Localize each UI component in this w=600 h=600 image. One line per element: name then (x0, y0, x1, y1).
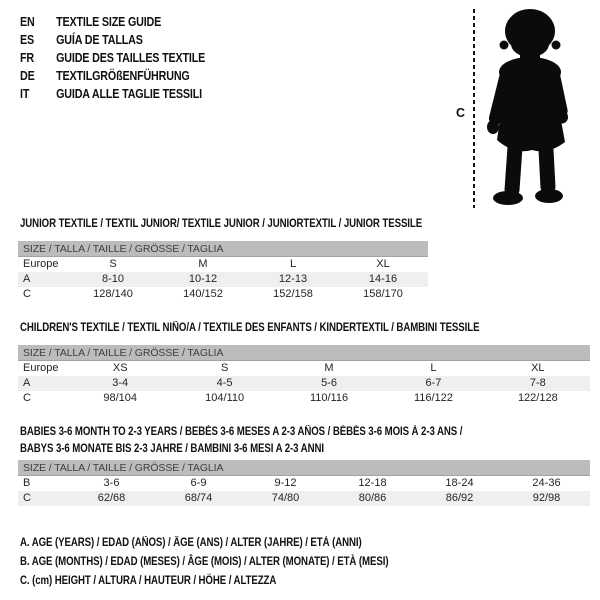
value-cell: 116/122 (413, 392, 453, 404)
size-cell: XS (112, 362, 128, 374)
language-code: ES (20, 33, 35, 47)
value-cell: 62/68 (97, 492, 126, 504)
value-cell: 7-8 (529, 377, 546, 389)
size-header-bar: SIZE / TALLA / TAILLE / GRÖSSE / TAGLIA (18, 241, 428, 257)
value-cell: 9-12 (274, 477, 297, 489)
language-title-list (20, 13, 205, 103)
value-cell: 86/92 (445, 492, 474, 504)
language-code: IT (20, 87, 30, 101)
value-cell: 110/116 (309, 392, 349, 404)
size-header-bar: SIZE / TALLA / TAILLE / GRÖSSE / TAGLIA (18, 460, 590, 476)
language-row-fr (20, 49, 205, 67)
babies-title-line2: BABYS 3-6 MONATE BIS 2-3 JAHRE / BAMBINI 3-6 MESI A 2-3 ANNI (20, 443, 324, 455)
size-cell: XL (531, 362, 545, 374)
value-cell: 24-36 (532, 477, 561, 489)
language-row-it (20, 85, 205, 103)
toddler-silhouette-image (484, 8, 578, 208)
language-code: DE (20, 69, 35, 83)
value-cell: 68/74 (184, 492, 213, 504)
table-row-height (18, 391, 590, 406)
value-cell: 3-4 (112, 377, 129, 389)
footnote-a: A. AGE (YEARS) / EDAD (AÑOS) / ÂGE (ANS) / ALTER (JAHRE) / ETÀ (ANNI) (20, 537, 362, 549)
value-cell: 12-18 (358, 477, 387, 489)
value-cell: 80/86 (358, 492, 387, 504)
language-row-de (20, 67, 205, 85)
footnote-c: C. (cm) HEIGHT / ALTURA / HAUTEUR / HÖHE / ALTEZZA (20, 575, 277, 587)
row-label: C (23, 492, 31, 504)
value-cell: 104/110 (205, 392, 245, 404)
value-cell: 12-13 (278, 273, 308, 285)
language-row-es (20, 31, 205, 49)
footnote-b: B. AGE (MONTHS) / EDAD (MESES) / ÂGE (MOIS) / ALTER (MONATE) / ETÀ (MESI) (20, 556, 389, 568)
size-cell: XL (376, 258, 390, 270)
value-cell: 4-5 (216, 377, 233, 389)
table-row-age (18, 376, 590, 391)
babies-size-table (18, 460, 590, 506)
height-measure-label: C (456, 106, 466, 120)
junior-size-table (18, 241, 428, 302)
row-label: A (23, 273, 31, 285)
footnote-legend (20, 534, 388, 591)
row-label: Europe (23, 258, 59, 270)
value-cell: 152/158 (273, 288, 313, 300)
value-cell: 98/104 (103, 392, 138, 404)
table-row-europe (18, 257, 428, 272)
size-cell: M (198, 258, 208, 270)
value-cell: 128/140 (93, 288, 133, 300)
babies-title-line1: BABIES 3-6 MONTH TO 2-3 YEARS / BEBÉS 3-6 MESES A 2-3 AÑOS / BÉBÉS 3-6 MOIS À 2-3 ANS / (20, 426, 463, 438)
language-title: GUÍA DE TALLAS (56, 33, 143, 47)
language-title: TEXTILGRÖßENFÜHRUNG (56, 69, 190, 83)
language-title: GUIDA ALLE TAGLIE TESSILI (56, 87, 202, 101)
value-cell: 8-10 (101, 273, 125, 285)
babies-section-title (20, 424, 462, 458)
value-cell: 18-24 (445, 477, 474, 489)
size-cell: L (430, 362, 437, 374)
table-row-height (18, 491, 590, 506)
language-code: EN (20, 15, 35, 29)
size-header-bar: SIZE / TALLA / TAILLE / GRÖSSE / TAGLIA (18, 345, 590, 361)
language-row-en (20, 13, 205, 31)
table-row-age-months (18, 476, 590, 491)
language-title: GUIDE DES TAILLES TEXTILE (56, 51, 206, 65)
row-label: B (23, 477, 31, 489)
size-cell: S (220, 362, 229, 374)
size-cell: S (109, 258, 117, 270)
language-title: TEXTILE SIZE GUIDE (56, 15, 162, 29)
value-cell: 5-6 (321, 377, 337, 389)
value-cell: 6-9 (190, 477, 207, 489)
value-cell: 6-7 (425, 377, 442, 389)
table-row-height (18, 287, 428, 302)
children-size-table (18, 345, 590, 406)
value-cell: 140/152 (183, 288, 223, 300)
row-label: A (23, 377, 31, 389)
table-row-age (18, 272, 428, 287)
row-label: C (23, 392, 31, 404)
height-measure-dashed-line (473, 9, 475, 208)
size-cell: L (289, 258, 297, 270)
value-cell: 74/80 (271, 492, 300, 504)
value-cell: 10-12 (188, 273, 218, 285)
language-code: FR (20, 51, 34, 65)
size-cell: M (324, 362, 334, 374)
value-cell: 92/98 (532, 492, 561, 504)
value-cell: 122/128 (517, 392, 558, 404)
junior-section-title: JUNIOR TEXTILE / TEXTIL JUNIOR/ TEXTILE JUNIOR / JUNIORTEXTIL / JUNIOR TESSILE (20, 218, 423, 230)
row-label: C (23, 288, 31, 300)
row-label: Europe (23, 362, 59, 374)
value-cell: 3-6 (103, 477, 120, 489)
value-cell: 14-16 (368, 273, 398, 285)
children-section-title: CHILDREN'S TEXTILE / TEXTIL NIÑO/A / TEXTILE DES ENFANTS / KINDERTEXTIL / BAMBINI TESSILE (20, 322, 480, 334)
table-row-europe (18, 361, 590, 376)
value-cell: 158/170 (363, 288, 403, 300)
